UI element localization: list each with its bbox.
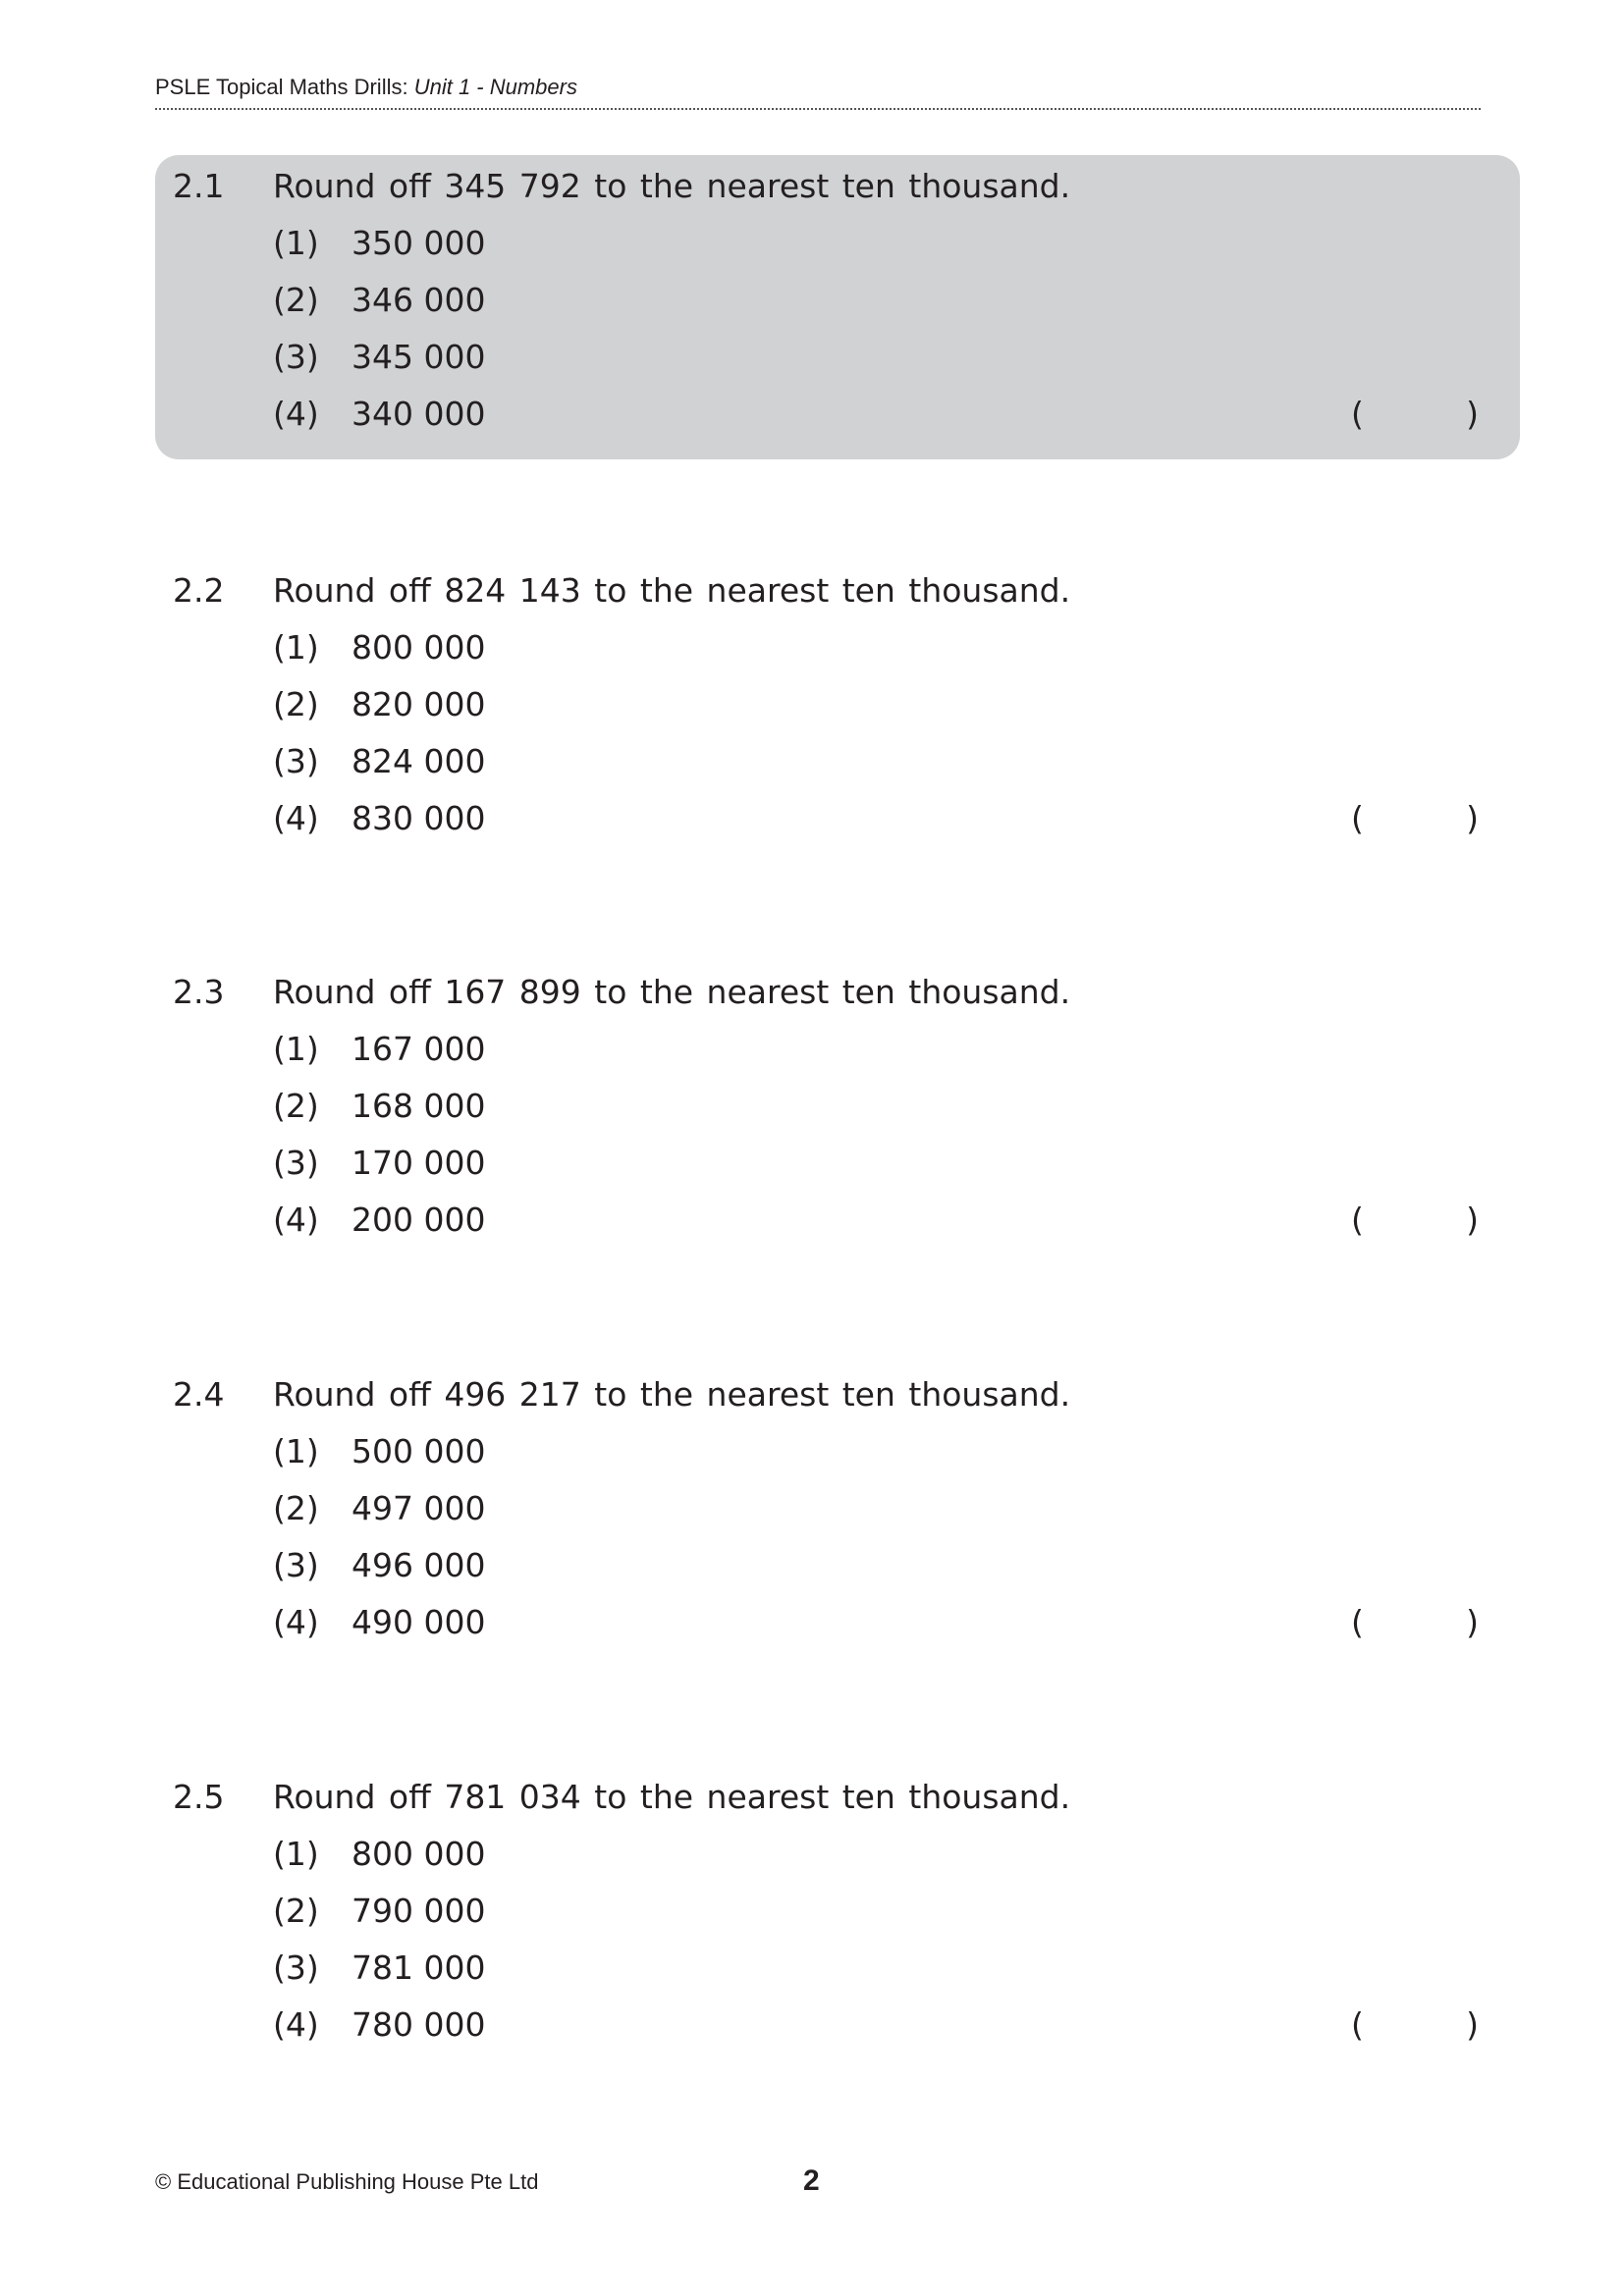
answer-box[interactable] [1351, 799, 1479, 838]
option-label: (1) [273, 1030, 319, 1068]
answer-box[interactable] [1351, 1201, 1479, 1240]
answer-close-bracket: ) [1466, 799, 1479, 837]
answer-open-bracket: ( [1351, 2005, 1364, 2044]
page-header [155, 75, 1481, 100]
option-value: 350 000 [352, 224, 486, 262]
option-value: 820 000 [352, 685, 486, 723]
question-number: 2.5 [173, 1778, 225, 1816]
answer-box[interactable] [1351, 395, 1479, 434]
option-label: (1) [273, 1432, 319, 1470]
page-number: 2 [803, 2164, 820, 2197]
question-2-2 [155, 560, 1520, 864]
answer-open-bracket: ( [1351, 1201, 1364, 1239]
option-value: 830 000 [352, 799, 486, 837]
question-2-5 [155, 1766, 1520, 2070]
option-label: (3) [273, 1949, 319, 1987]
option-value: 500 000 [352, 1432, 486, 1470]
answer-box[interactable] [1351, 2005, 1479, 2045]
option-label: (4) [273, 395, 319, 433]
option-label: (4) [273, 1603, 319, 1641]
answer-close-bracket: ) [1466, 1201, 1479, 1239]
answer-box[interactable] [1351, 1603, 1479, 1642]
option-label: (2) [273, 685, 319, 723]
question-text: Round off 824 143 to the nearest ten thousand. [273, 571, 1071, 610]
question-number: 2.1 [173, 167, 225, 205]
answer-open-bracket: ( [1351, 799, 1364, 837]
option-label: (3) [273, 338, 319, 376]
question-2-4 [155, 1363, 1520, 1668]
answer-close-bracket: ) [1466, 1603, 1479, 1641]
option-value: 800 000 [352, 1835, 486, 1873]
question-text: Round off 496 217 to the nearest ten thousand. [273, 1375, 1071, 1414]
option-value: 167 000 [352, 1030, 486, 1068]
option-value: 800 000 [352, 628, 486, 667]
option-value: 200 000 [352, 1201, 486, 1239]
option-value: 170 000 [352, 1144, 486, 1182]
option-label: (4) [273, 1201, 319, 1239]
header-divider [155, 108, 1481, 110]
question-number: 2.3 [173, 973, 225, 1011]
option-label: (2) [273, 1892, 319, 1930]
option-value: 490 000 [352, 1603, 486, 1641]
option-value: 781 000 [352, 1949, 486, 1987]
option-label: (1) [273, 1835, 319, 1873]
answer-open-bracket: ( [1351, 1603, 1364, 1641]
option-label: (1) [273, 628, 319, 667]
question-2-1 [155, 155, 1520, 459]
book-title: PSLE Topical Maths Drills: [155, 75, 408, 99]
option-value: 497 000 [352, 1489, 486, 1527]
question-2-3 [155, 961, 1520, 1265]
option-value: 346 000 [352, 281, 486, 319]
option-value: 780 000 [352, 2005, 486, 2044]
option-label: (2) [273, 281, 319, 319]
option-label: (4) [273, 799, 319, 837]
option-label: (4) [273, 2005, 319, 2044]
question-number: 2.4 [173, 1375, 225, 1414]
option-value: 496 000 [352, 1546, 486, 1584]
answer-open-bracket: ( [1351, 395, 1364, 433]
question-number: 2.2 [173, 571, 225, 610]
question-text: Round off 781 034 to the nearest ten thousand. [273, 1778, 1071, 1816]
option-value: 340 000 [352, 395, 486, 433]
copyright-notice: © Educational Publishing House Pte Ltd [155, 2169, 539, 2194]
option-label: (3) [273, 742, 319, 780]
option-value: 824 000 [352, 742, 486, 780]
answer-close-bracket: ) [1466, 395, 1479, 433]
answer-close-bracket: ) [1466, 2005, 1479, 2044]
question-text: Round off 167 899 to the nearest ten thousand. [273, 973, 1071, 1011]
option-value: 345 000 [352, 338, 486, 376]
question-text: Round off 345 792 to the nearest ten thousand. [273, 167, 1071, 205]
unit-title: Unit 1 - Numbers [413, 75, 577, 99]
option-value: 168 000 [352, 1087, 486, 1125]
option-label: (2) [273, 1489, 319, 1527]
option-label: (1) [273, 224, 319, 262]
option-label: (2) [273, 1087, 319, 1125]
option-value: 790 000 [352, 1892, 486, 1930]
option-label: (3) [273, 1546, 319, 1584]
option-label: (3) [273, 1144, 319, 1182]
